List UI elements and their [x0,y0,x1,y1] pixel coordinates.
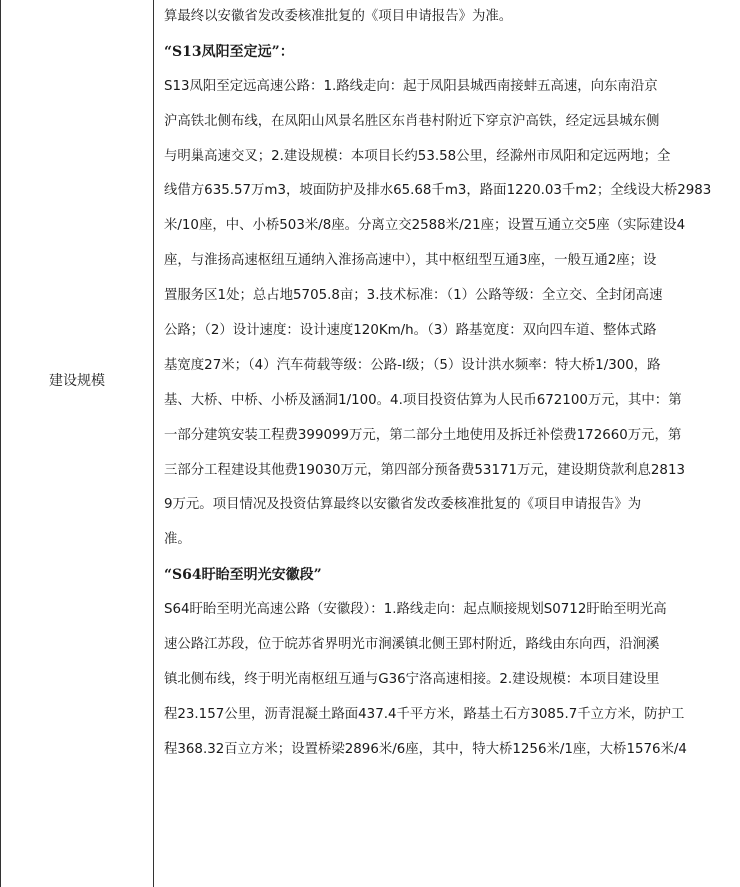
text-line: 镇北侧布线，终于明光南枢纽互通与G36宁洛高速相接。2.建设规模：本项目建设里 [164,671,660,687]
row-label: 建设规模 [49,373,105,389]
text-line: 座，与淮扬高速枢纽互通纳入淮扬高速中），其中枢纽型互通3座，一般互通2座；设 [164,253,657,269]
text-line: 基、大桥、中桥、小桥及涵洞1/100。4.项目投资估算为人民币672100万元，其中：第 [164,392,682,408]
text-line: 一部分建筑安装工程费399099万元，第二部分土地使用及拆迁补偿费172660万元，第 [164,427,682,443]
text-line: 线借方635.57万m3，坡面防护及排水65.68千m3，路面1220.03千m2；全线设大桥2983 [164,183,712,199]
text-line: 置服务区1处；总占地5705.8亩；3.技术标准：（1）公路等级：全立交、全封闭高速 [164,288,663,304]
content-cell [164,0,736,768]
section-heading: “S64盱眙至明光安徽段” [164,567,322,584]
text-line: 程368.32百立方米；设置桥梁2896米/6座，其中，特大桥1256米/1座，大桥1576米/4 [164,741,687,757]
text-line: 准。 [164,532,191,548]
text-line: 沪高铁北侧布线，在凤阳山风景名胜区东肖巷村附近下穿京沪高铁，经定远县城东侧 [164,113,660,129]
text-line: S13凤阳至定远高速公路：1.路线走向：起于凤阳县城西南接蚌五高速，向东南沿京 [164,78,658,94]
text-line: 基宽度27米；（4）汽车荷载等级：公路-I级；（5）设计洪水频率：特大桥1/300，路 [164,357,661,373]
text-line: 9万元。项目情况及投资估算最终以安徽省发改委核准批复的《项目申请报告》为 [164,497,642,513]
text-line: 与明巢高速交叉；2.建设规模：本项目长约53.58公里，经滁州市凤阳和定远两地；全 [164,148,671,164]
text-line: S64盱眙至明光高速公路（安徽段）：1.路线走向：起点顺接规划S0712盱眙至明光高 [164,602,667,618]
text-line: 算最终以安徽省发改委核准批复的《项目申请报告》为准。 [164,9,513,24]
text-line: 速公路江苏段，位于皖苏省界明光市涧溪镇北侧王郢村附近，路线由东向西，沿涧溪 [164,637,660,653]
table-column-divider [153,0,154,887]
text-line: 公路；（2）设计速度：设计速度120Km/h。（3）路基宽度：双向四车道、整体式路 [164,323,657,339]
text-line: 三部分工程建设其他费19030万元，第四部分预备费53171万元，建设期贷款利息2813 [164,462,685,478]
section-heading: “S13凤阳至定远”： [164,43,294,60]
text-line: 米/10座，中、小桥503米/8座。分离立交2588米/21座；设置互通立交5座（实际建设4 [164,218,686,234]
table-border-left [0,0,1,887]
text-line: 程23.157公里，沥青混凝土路面437.4千平方米，路基土石方3085.7千立方米，防护工 [164,706,685,722]
